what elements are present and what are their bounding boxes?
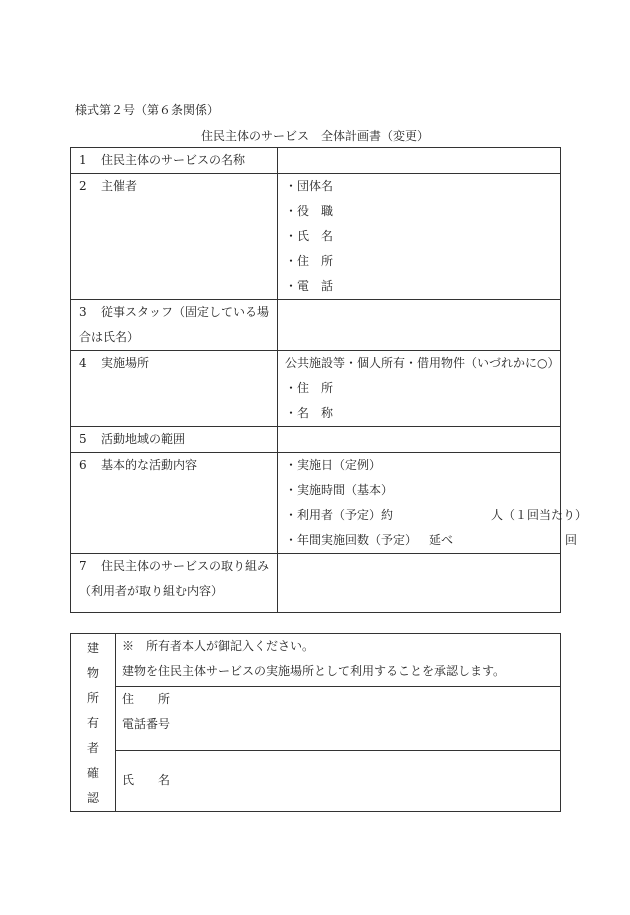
row-number: 2 bbox=[79, 179, 87, 193]
document-title: 住民主体のサービス 全体計画書（変更） bbox=[200, 129, 429, 143]
row-staff bbox=[71, 300, 561, 351]
plan-table bbox=[70, 147, 588, 613]
side-char: 確 bbox=[86, 766, 99, 780]
row-label-cell bbox=[71, 427, 278, 453]
activity-field[interactable] bbox=[278, 453, 588, 554]
row-number: 4 bbox=[79, 356, 87, 370]
owner-contact-field[interactable] bbox=[116, 686, 561, 750]
activity-time-label: ・実施時間（基本） bbox=[285, 483, 394, 497]
row-initiative bbox=[71, 554, 561, 613]
owner-statement: 建物を住民主体サービスの実施場所として利用することを承認します。 bbox=[122, 664, 506, 678]
form-number: 様式第２号（第６条関係） bbox=[75, 103, 220, 117]
row-number: 5 bbox=[79, 432, 87, 446]
activity-users-unit: 人（１回当たり） bbox=[491, 508, 588, 522]
location-field[interactable] bbox=[278, 351, 561, 427]
note-mark: ※ bbox=[122, 639, 135, 653]
area-field[interactable] bbox=[278, 427, 561, 453]
row-label: 主催者 bbox=[101, 179, 138, 193]
owner-confirmation-table bbox=[70, 633, 561, 812]
row-label: 基本的な活動内容 bbox=[101, 458, 198, 472]
row-label: 活動地域の範囲 bbox=[101, 432, 186, 446]
initiative-field[interactable] bbox=[278, 554, 561, 613]
owner-note-cell bbox=[116, 634, 561, 687]
owner-phone-label: 電話番号 bbox=[122, 716, 171, 731]
side-char: 物 bbox=[86, 666, 99, 680]
org-person-name-label: ・氏 名 bbox=[285, 229, 334, 243]
owner-note: 所有者本人が御記入ください。 bbox=[146, 639, 315, 653]
activity-users-label: ・利用者（予定）約 bbox=[285, 508, 394, 522]
location-address-label: ・住 所 bbox=[285, 381, 334, 395]
location-name-label: ・名 称 bbox=[285, 406, 334, 420]
row-label: 住民主体のサービスの名称 bbox=[101, 153, 246, 167]
organizer-field[interactable] bbox=[278, 174, 561, 300]
row-label-cell bbox=[71, 174, 278, 300]
row-organizer bbox=[71, 174, 561, 300]
side-char: 者 bbox=[86, 741, 99, 755]
org-phone-label: ・電 話 bbox=[285, 279, 334, 293]
row-label-cell bbox=[71, 300, 278, 351]
row-location bbox=[71, 351, 561, 427]
row-area bbox=[71, 427, 561, 453]
activity-day-label: ・実施日（定例） bbox=[285, 458, 382, 472]
org-name-label: ・団体名 bbox=[285, 179, 334, 193]
location-type-options: 公共施設等・個人所有・借用物件（いづれかに○） bbox=[285, 356, 560, 370]
activity-annual-line bbox=[278, 528, 578, 553]
row-label-cell bbox=[71, 554, 278, 613]
activity-annual-total: 延べ bbox=[429, 533, 454, 547]
row-label-cell bbox=[71, 453, 278, 554]
side-char: 建 bbox=[86, 641, 99, 655]
owner-name-field[interactable] bbox=[116, 750, 561, 811]
side-char: 有 bbox=[86, 716, 99, 730]
row-label: 従事スタッフ（固定している場 bbox=[101, 305, 270, 319]
staff-field[interactable] bbox=[278, 300, 561, 351]
org-position-label: ・役 職 bbox=[285, 204, 334, 218]
row-label-continued: 合は氏名） bbox=[79, 330, 140, 344]
service-name-field[interactable] bbox=[278, 148, 561, 174]
activity-annual-label: ・年間実施回数（予定） bbox=[285, 533, 418, 547]
row-number: 1 bbox=[79, 153, 87, 167]
row-activity bbox=[71, 453, 561, 554]
row-label-cell bbox=[71, 351, 278, 427]
row-number: 7 bbox=[79, 559, 87, 573]
row-number: 6 bbox=[79, 458, 87, 472]
side-char: 所 bbox=[86, 691, 99, 705]
row-label: 実施場所 bbox=[101, 356, 150, 370]
row-number: 3 bbox=[79, 305, 87, 319]
org-address-label: ・住 所 bbox=[285, 254, 334, 268]
side-char: 認 bbox=[86, 791, 99, 805]
activity-annual-unit: 回 bbox=[565, 533, 578, 547]
row-label-cell bbox=[71, 148, 278, 174]
row-service-name bbox=[71, 148, 561, 174]
row-label-continued: （利用者が取り組む内容） bbox=[79, 584, 224, 598]
activity-users-line bbox=[278, 503, 588, 528]
owner-confirmation-label bbox=[71, 634, 116, 812]
row-label: 住民主体のサービスの取り組み bbox=[101, 559, 270, 573]
owner-name-label: 氏 名 bbox=[122, 773, 171, 788]
owner-address-label: 住 所 bbox=[122, 691, 171, 706]
